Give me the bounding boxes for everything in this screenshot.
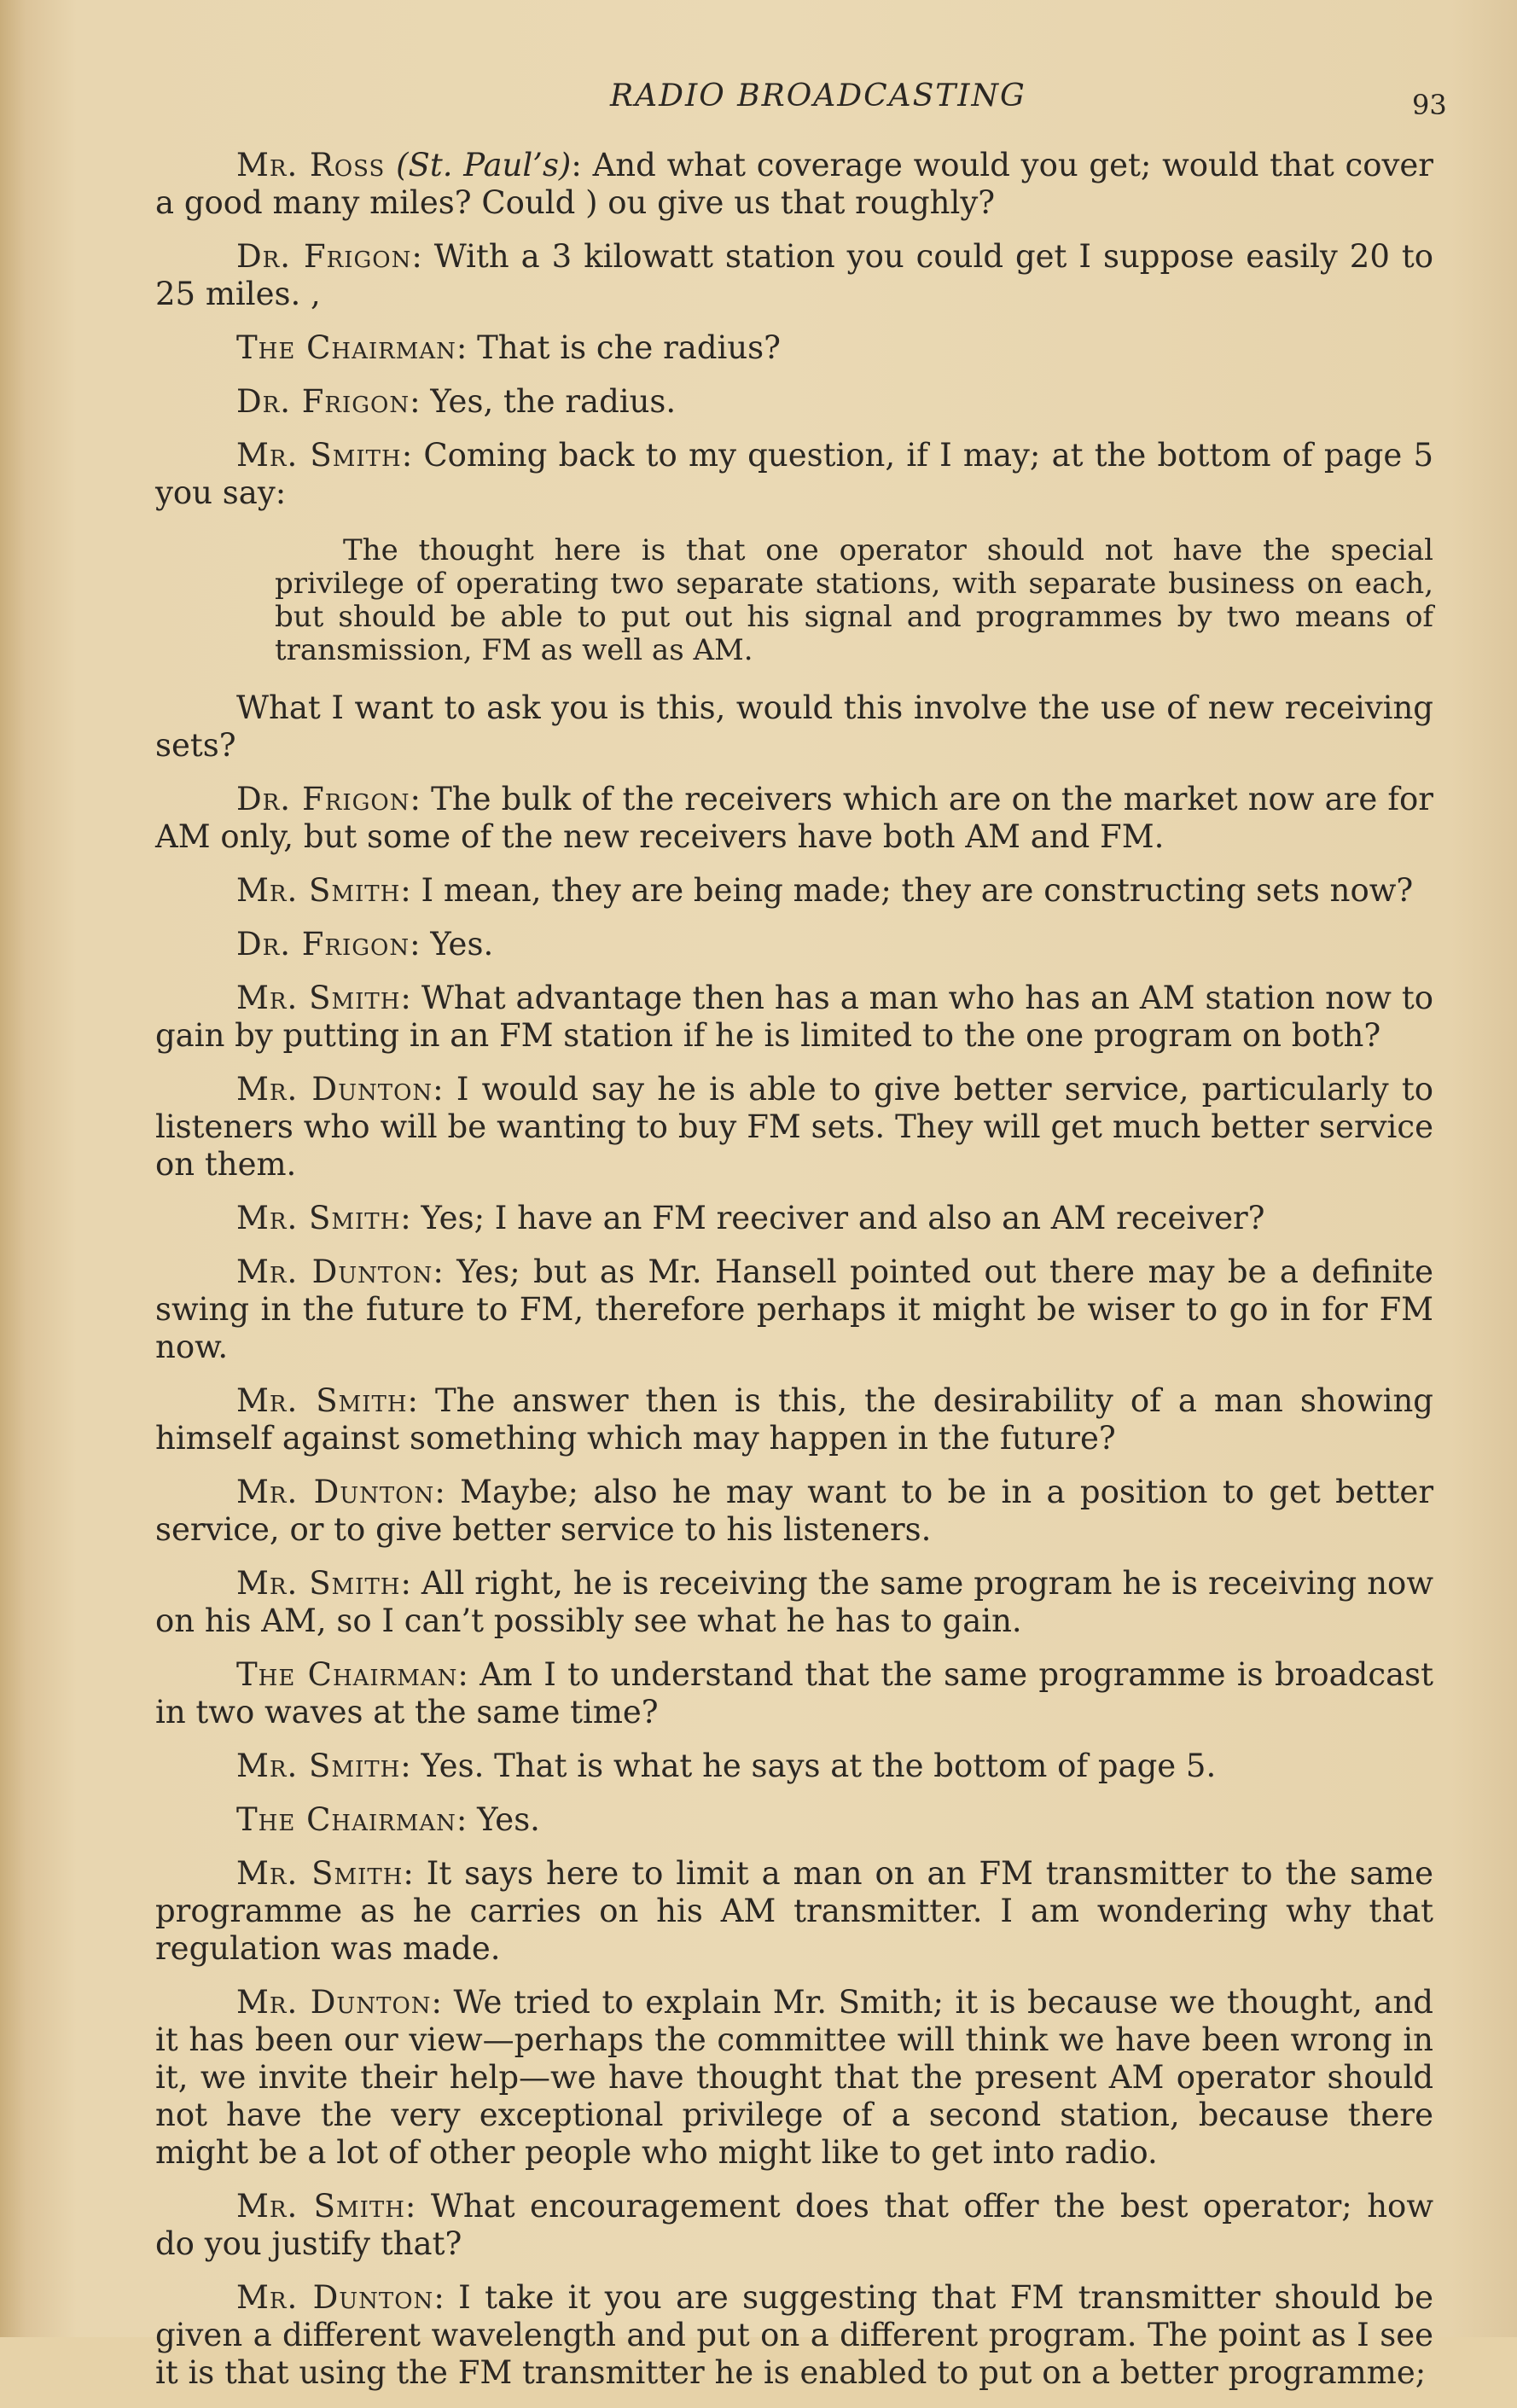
paragraph <box>155 329 1433 367</box>
paragraph-text: What I want to ask you is this, would this involve the use of new receiving sets? <box>155 689 1433 764</box>
running-title: RADIO BROADCASTING <box>610 79 1026 113</box>
paragraph <box>155 1200 1433 1237</box>
paragraph-text: : Yes; but as Mr. Hansell pointed out there may be a definite swing in the future to FM, therefore perhaps it might be wiser to go in for FM now. <box>155 1253 1433 1365</box>
paragraph-text: : That is che radius? <box>456 329 781 366</box>
page-number: 93 <box>1412 89 1447 121</box>
paragraph <box>155 1656 1433 1731</box>
paragraph-text: : What encouragement does that offer the best operator; how do you justify that? <box>155 2188 1433 2262</box>
speaker-name: The Chairman <box>236 1656 458 1693</box>
paragraph-text: : Yes. <box>410 926 494 963</box>
paragraph-text: : We tried to explain Mr. Smith; it is because we thought, and it has been our view—perhaps the committee will think we have been wrong in it, we invite their help—we have thought that the present AM operator should not have the very exceptional privilege of a second station, because there might be a lot of other people who might like to get into radio. <box>155 1984 1433 2171</box>
paragraph <box>155 2188 1433 2263</box>
speaker-name: Mr. Smith <box>236 980 401 1016</box>
speaker-name: Mr. Dunton <box>236 1071 433 1108</box>
page-header <box>0 79 1517 130</box>
paragraph-text: : The answer then is this, the desirability of a man showing himself against something which may happen in the future? <box>155 1382 1433 1457</box>
paragraph <box>155 1748 1433 1785</box>
paragraph-text: : Am I to understand that the same programme is broadcast in two waves at the same time? <box>155 1656 1433 1730</box>
speaker-name: Mr. Dunton <box>236 1474 435 1510</box>
speaker-name: Mr. Smith <box>236 872 401 909</box>
paragraph-text: : With a 3 kilowatt station you could get I suppose easily 20 to 25 miles. , <box>155 238 1433 312</box>
paragraph-text: : Coming back to my question, if I may; at the bottom of page 5 you say: <box>155 437 1434 511</box>
paragraph-text: : Yes. <box>456 1801 540 1838</box>
paragraph-text: : I take it you are suggesting that FM transmitter should be given a different wavelength and put on a different program. The point as I see it is that using the FM transmitter he is enabled to put on a better programme; <box>155 2279 1433 2391</box>
speaker-affiliation: (St. Paul’s) <box>396 147 572 183</box>
paragraph <box>155 383 1433 421</box>
paragraph <box>155 1253 1433 1366</box>
paragraph-text: : It says here to limit a man on an FM transmitter to the same programme as he carries on his AM transmitter. I am wondering why that regulation was made. <box>155 1855 1433 1967</box>
block-quote: The thought here is that one operator should not have the special privilege of operating two separate stations, with separate business on each, but should be able to put out his signal and programmes by two means of transmission, FM as well as AM. <box>275 533 1433 667</box>
paragraph-text: : I mean, they are being made; they are constructing sets now? <box>400 872 1414 909</box>
paragraph-text: : All right, he is receiving the same program he is receiving now on his AM, so I can’t possibly see what he has to gain. <box>155 1565 1433 1639</box>
speaker-name: Mr. Smith <box>236 1855 404 1892</box>
paragraph-text: : The bulk of the receivers which are on the market now are for AM only, but some of the new receivers have both AM and FM. <box>155 781 1433 855</box>
paragraph <box>155 980 1433 1055</box>
paragraph <box>155 2279 1433 2392</box>
speaker-name: Dr. Frigon <box>236 781 410 817</box>
speaker-name: Mr. Smith <box>236 1565 401 1602</box>
speaker-name: The Chairman <box>236 1801 456 1838</box>
speaker-name: Dr. Frigon <box>236 383 410 420</box>
transcript-body <box>155 147 1433 2408</box>
speaker-name: Mr. Smith <box>236 1382 408 1419</box>
paragraph <box>155 147 1433 222</box>
paragraph-text: : Yes. That is what he says at the bottom of page 5. <box>400 1748 1217 1784</box>
speaker-name: Mr. Smith <box>236 1200 401 1236</box>
paragraph <box>155 1984 1433 2172</box>
paragraph <box>155 437 1433 512</box>
speaker-name: The Chairman <box>236 329 456 366</box>
paragraph <box>155 781 1433 856</box>
paragraph <box>155 1855 1433 1968</box>
speaker-name: Dr. Frigon <box>236 238 412 275</box>
paragraph <box>155 1474 1433 1549</box>
paragraph <box>155 689 1433 765</box>
speaker-name: Dr. Frigon <box>236 926 410 963</box>
speaker-name: Mr. Smith <box>236 2188 405 2225</box>
paragraph <box>155 1382 1433 1457</box>
paragraph <box>155 238 1433 313</box>
paragraph-text: : What advantage then has a man who has an AM station now to gain by putting in an FM station if he is limited to the one program on both? <box>155 980 1433 1054</box>
speaker-name: Mr. Dunton <box>236 1984 432 2021</box>
paragraph <box>155 872 1433 910</box>
speaker-name: Mr. Smith <box>236 437 402 474</box>
speaker-name: Mr. Smith <box>236 1748 401 1784</box>
paragraph-text: : I would say he is able to give better service, particularly to listeners who will be wanting to buy FM sets. They will get much better service on them. <box>155 1071 1433 1183</box>
paragraph-text: : Yes, the radius. <box>410 383 677 420</box>
speaker-name: Mr. Dunton <box>236 2279 434 2316</box>
paragraph-text: : Yes; I have an FM reeciver and also an AM receiver? <box>400 1200 1265 1236</box>
paragraph <box>155 926 1433 963</box>
speaker-name: Mr. Dunton <box>236 1253 433 1290</box>
paragraph <box>155 1071 1433 1184</box>
paragraph <box>155 1801 1433 1839</box>
speaker-name: Mr. Ross <box>236 147 386 183</box>
paragraph <box>155 1565 1433 1640</box>
paragraph-text: : Maybe; also he may want to be in a position to get better service, or to give better service to his listeners. <box>155 1474 1434 1548</box>
paragraph-text: : And what coverage would you get; would that cover a good many miles? Could ) ou give us that roughly? <box>155 147 1433 221</box>
